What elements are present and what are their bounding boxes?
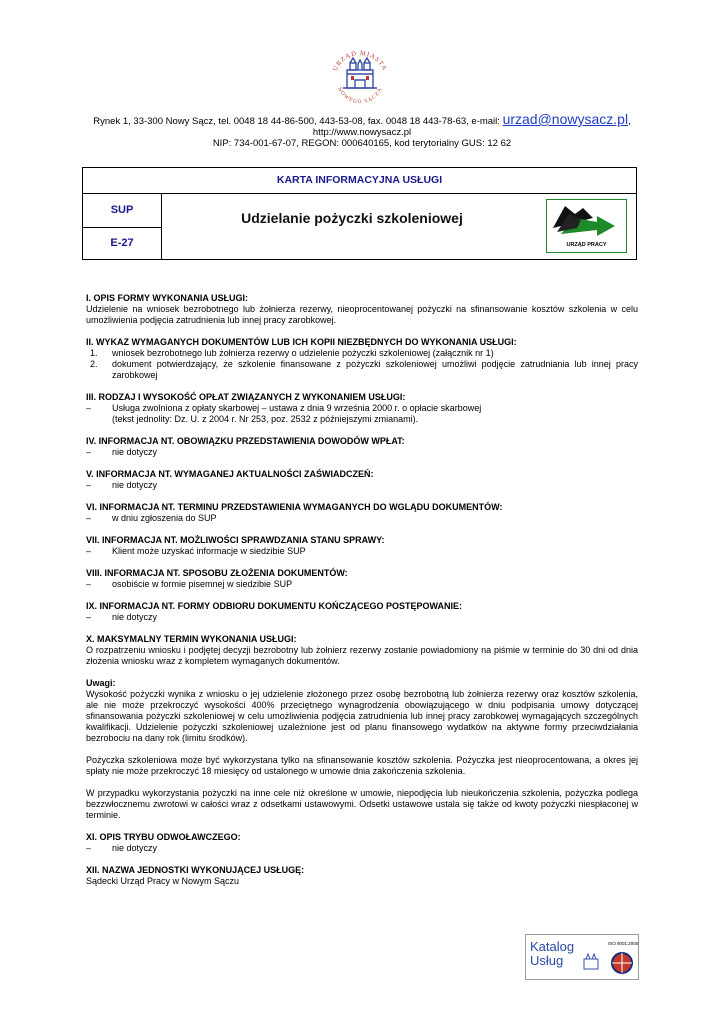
katalog-line-2: Usług bbox=[530, 953, 564, 968]
notes-paragraph-2: Pożyczka szkoleniowa może być wykorzystana tylko na sfinansowanie kosztów szkolenia. Pożyczka jest nieoprocentowana, a okres jej spłaty nie może przekroczyć 18 miesięcy od ustalonego w umowie dnia zakończenia szkolenia. bbox=[86, 755, 638, 776]
list-item bbox=[86, 403, 638, 425]
section-4 bbox=[86, 436, 638, 458]
list-marker: 1. bbox=[90, 348, 98, 358]
list-marker: – bbox=[86, 546, 92, 556]
list-marker: – bbox=[86, 447, 92, 457]
seal-text-top: URZĄD MIASTA bbox=[331, 49, 389, 73]
iso-certificate-icon bbox=[612, 953, 632, 973]
card-code-sup: SUP bbox=[83, 193, 161, 228]
email-suffix: , bbox=[628, 116, 631, 127]
section-6-title: VI. INFORMACJA NT. TERMINU PRZEDSTAWIENIA WYMAGANYCH DO WGLĄDU DOKUMENTÓW: bbox=[86, 502, 503, 512]
list-item-text: nie dotyczy bbox=[112, 447, 158, 457]
address-text: Rynek 1, 33-300 Nowy Sącz, tel. 0048 18 44-86-500, 443-53-08, fax. 0048 18 443-78-63, e-mail: bbox=[93, 116, 503, 127]
section-10-title: X. MAKSYMALNY TERMIN WYKONANIA USŁUGI: bbox=[86, 634, 297, 644]
card-codes bbox=[83, 193, 162, 259]
katalog-line-1: Katalog bbox=[530, 939, 575, 954]
notes-section bbox=[86, 678, 638, 821]
section-9-title: IX. INFORMACJA NT. FORMY ODBIORU DOKUMENTU KOŃCZĄCEGO POSTĘPOWANIE: bbox=[86, 601, 463, 611]
list-item bbox=[86, 843, 638, 854]
list-item bbox=[86, 612, 638, 623]
labour-office-caption: URZĄD PRACY bbox=[566, 242, 607, 248]
labour-office-logo bbox=[546, 199, 627, 253]
labour-office-arrow-icon bbox=[547, 200, 626, 240]
list-item-text: osobiście w formie pisemnej w siedzibie SUP bbox=[112, 579, 293, 589]
list-item bbox=[86, 447, 638, 458]
nip-line: NIP: 734-001-67-07, REGON: 000640165, kod terytorialny GUS: 12 62 bbox=[212, 138, 512, 149]
city-seal-logo bbox=[325, 44, 395, 114]
section-1-text: Udzielenie na wniosek bezrobotnego lub żołnierza rezerwy, nieoprocentowanej pożyczki na sfinansowanie kosztów szkolenia w celu umożliwienia podjęcia zatrudnienia lub innej pracy zarobkowej. bbox=[86, 304, 638, 325]
list-item bbox=[86, 348, 638, 359]
list-item bbox=[86, 513, 638, 524]
section-7 bbox=[86, 535, 638, 557]
section-1 bbox=[86, 293, 638, 326]
section-4-title: IV. INFORMACJA NT. OBOWIĄZKU PRZEDSTAWIENIA DOWODÓW WPŁAT: bbox=[86, 436, 405, 446]
list-marker: – bbox=[86, 843, 92, 853]
section-9 bbox=[86, 601, 638, 623]
section-3 bbox=[86, 392, 638, 425]
section-3-title: III. RODZAJ I WYSOKOŚĆ OPŁAT ZWIĄZANYCH Z WYKONANIEM USŁUGI: bbox=[86, 392, 406, 402]
notes-title: Uwagi: bbox=[86, 678, 116, 688]
section-12 bbox=[86, 865, 638, 887]
list-item-text: nie dotyczy bbox=[112, 480, 158, 490]
list-item-text: Usługa zwolniona z opłaty skarbowej – ustawa z dnia 9 września 2000 r. o opłacie skarbowej (tekst jednolity: Dz. U. z 2004 r. Nr 253, poz. 2532 z późniejszymi zmianami). bbox=[112, 403, 482, 424]
section-10 bbox=[86, 634, 638, 667]
list-item bbox=[86, 579, 638, 590]
list-marker: – bbox=[86, 612, 92, 622]
section-2 bbox=[86, 337, 638, 381]
address-line bbox=[0, 111, 724, 127]
svg-text:NOWEGO SĄCZA bbox=[336, 87, 384, 106]
list-item-text: dokument potwierdzający, że szkolenie finansowane z pożyczki szkoleniowej umożliwi podjęcie zatrudniania lub innej pracy zarobkowej bbox=[112, 359, 638, 380]
section-11 bbox=[86, 832, 638, 854]
mini-seal-icon bbox=[584, 954, 598, 969]
section-8-title: VIII. INFORMACJA NT. SPOSOBU ZŁOŻENIA DOKUMENTÓW: bbox=[86, 568, 348, 578]
card-code-number: E-27 bbox=[110, 237, 134, 249]
section-5-title: V. INFORMACJA NT. WYMAGANEJ AKTUALNOŚCI ZAŚWIADCZEŃ: bbox=[86, 469, 374, 479]
list-item bbox=[86, 546, 638, 557]
card-heading: KARTA INFORMACYJNA USŁUGI bbox=[83, 168, 636, 194]
section-11-title: XI. OPIS TRYBU ODWOŁAWCZEGO: bbox=[86, 832, 241, 842]
iso-text: ISO 9001:2000 bbox=[608, 941, 638, 946]
header-address bbox=[0, 111, 724, 149]
list-marker: 2. bbox=[90, 359, 98, 369]
section-8 bbox=[86, 568, 638, 590]
notes-paragraph-3: W przypadku wykorzystania pożyczki na inne cele niż określone w umowie, niepodjęcia lub nieukończenia szkolenia, pożyczka podlega bezzwłocznemu zwrotowi w całości wraz z odsetkami ustawowymi. Odsetki ustawowe ustala się także od kwoty pożyczki niespłaconej w terminie. bbox=[86, 788, 638, 820]
section-1-title: I. OPIS FORMY WYKONANIA USŁUGI: bbox=[86, 293, 249, 303]
list-item-text: Klient może uzyskać informacje w siedzibie SUP bbox=[112, 546, 306, 556]
section-6 bbox=[86, 502, 638, 524]
list-marker: – bbox=[86, 480, 92, 490]
email-link[interactable]: urzad@nowysacz.pl bbox=[502, 111, 629, 127]
section-12-text: Sądecki Urząd Pracy w Nowym Sączu bbox=[86, 876, 240, 886]
list-item-text: wniosek bezrobotnego lub żołnierza rezerwy o udzielenie pożyczki szkoleniowej (załącznik nr 1) bbox=[112, 348, 494, 358]
list-marker: – bbox=[86, 513, 92, 523]
list-item bbox=[86, 359, 638, 381]
notes-paragraph-1: Wysokość pożyczki wynika z wniosku o jej udzielenie złożonego przez osobę bezrobotną lub żołnierza rezerwy oraz kosztów szkolenia, ale nie może przekroczyć wysokości 400% przeciętnego wynagrodzenia obowiązującego w dniu podpisania umowy dotyczącej sfinansowania pożyczki szkoleniowej w celu umożliwienia podjęcia zatrudnienia lub innej pracy zarobkowej wymagających szczególnych kwalifikacji. Udzielenie pożyczki szkoleniowej uzależnione jest od planu finansowego wydatków na aktywne formy przeciwdziałania bezrobociu na dany rok (limitu środków). bbox=[86, 689, 638, 743]
list-marker: – bbox=[86, 403, 92, 413]
seal-text-bottom: NOWEGO SĄCZA bbox=[336, 86, 384, 106]
document-body bbox=[86, 293, 638, 898]
service-card bbox=[82, 167, 637, 260]
section-7-title: VII. INFORMACJA NT. MOŻLIWOŚCI SPRAWDZANIA STANU SPRAWY: bbox=[86, 535, 385, 545]
list-item-text: nie dotyczy bbox=[112, 612, 158, 622]
list-marker: – bbox=[86, 579, 92, 589]
list-item bbox=[86, 480, 638, 491]
katalog-uslug-badge bbox=[525, 934, 639, 980]
card-title: Udzielanie pożyczki szkoleniowej bbox=[241, 210, 463, 226]
section-5 bbox=[86, 469, 638, 491]
section-12-title: XII. NAZWA JEDNOSTKI WYKONUJĄCEJ USŁUGĘ: bbox=[86, 865, 305, 875]
website-link[interactable]: http://www.nowysacz.pl bbox=[312, 127, 412, 138]
list-item-text: w dniu zgłoszenia do SUP bbox=[112, 513, 217, 523]
section-2-title: II. WYKAZ WYMAGANYCH DOKUMENTÓW LUB ICH KOPII NIEZBĘDNYCH DO WYKONANIA USŁUGI: bbox=[86, 337, 517, 347]
section-10-text: O rozpatrzeniu wniosku i podjętej decyzji bezrobotny lub żołnierz rezerwy zostanie powiadomiony na piśmie w terminie do 30 dni od dnia złożenia wniosku wraz z kompletem wymaganych dokumentów. bbox=[86, 645, 638, 666]
list-item-text: nie dotyczy bbox=[112, 843, 158, 853]
